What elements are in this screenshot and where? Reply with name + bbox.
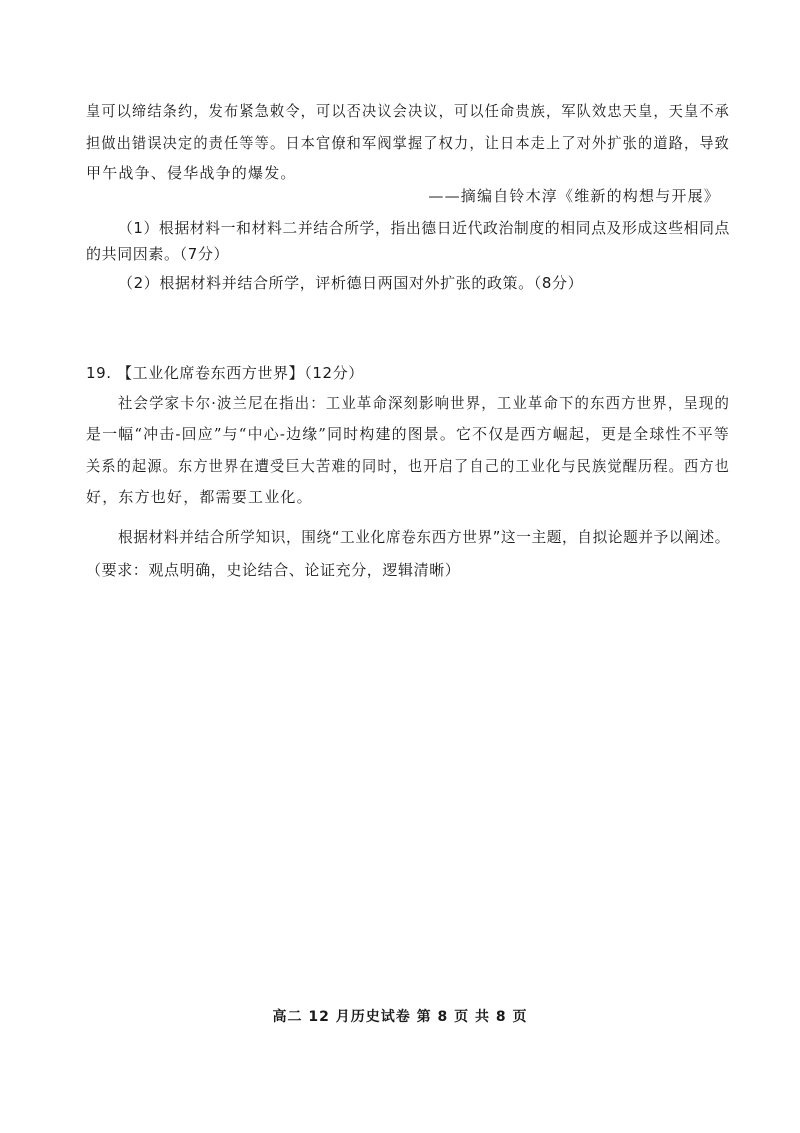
q19-material-line-1: 社会学家卡尔·波兰尼在指出：工业革命深刻影响世界，工业革命下的东西方世界，呈现的 bbox=[118, 394, 731, 412]
q18-sub2: （2）根据材料并结合所学，评析德日两国对外扩张的政策。（8分） bbox=[118, 274, 584, 292]
material-2-line-1: 皇可以缔结条约，发布紧急敕令，可以否决议会决议，可以任命贵族，军队效忠天皇，天皇不承 bbox=[86, 102, 731, 120]
q18-sub1-line-2: 的共同因素。（7分） bbox=[86, 245, 230, 263]
material-2-line-3: 甲午战争、侵华战争的爆发。 bbox=[86, 164, 297, 182]
q19-heading: 19. 【工业化席卷东西方世界】（12分） bbox=[86, 364, 364, 382]
q18-sub1-line-1: （1）根据材料一和材料二并结合所学，指出德日近代政治制度的相同点及形成这些相同点 bbox=[118, 219, 731, 237]
page-footer: 高二 12 月历史试卷 第 8 页 共 8 页 bbox=[272, 1009, 528, 1025]
q19-task-line-2: （要求：观点明确，史论结合、论证充分，逻辑清晰） bbox=[86, 561, 461, 579]
q19-task-line-1: 根据材料并结合所学知识，围绕“工业化席卷东西方世界”这一主题，自拟论题并予以阐述。 bbox=[118, 528, 731, 546]
q19-material-line-4: 好，东方也好，都需要工业化。 bbox=[86, 488, 313, 506]
q19-material-line-3: 关系的起源。东方世界在遭受巨大苦难的同时，也开启了自己的工业化与民族觉醒历程。西方也 bbox=[86, 457, 731, 475]
q19-material-line-2: 是一幅“冲击-回应”与“中心-边缘”同时构建的图景。它不仅是西方崛起，更是全球性不平等 bbox=[86, 425, 730, 443]
material-2-source: ——摘编自铃木淳《维新的构想与开展》 bbox=[428, 187, 720, 205]
material-2-line-2: 担做出错误决定的责任等等。日本官僚和军阀掌握了权力，让日本走上了对外扩张的道路，导致 bbox=[86, 134, 731, 152]
